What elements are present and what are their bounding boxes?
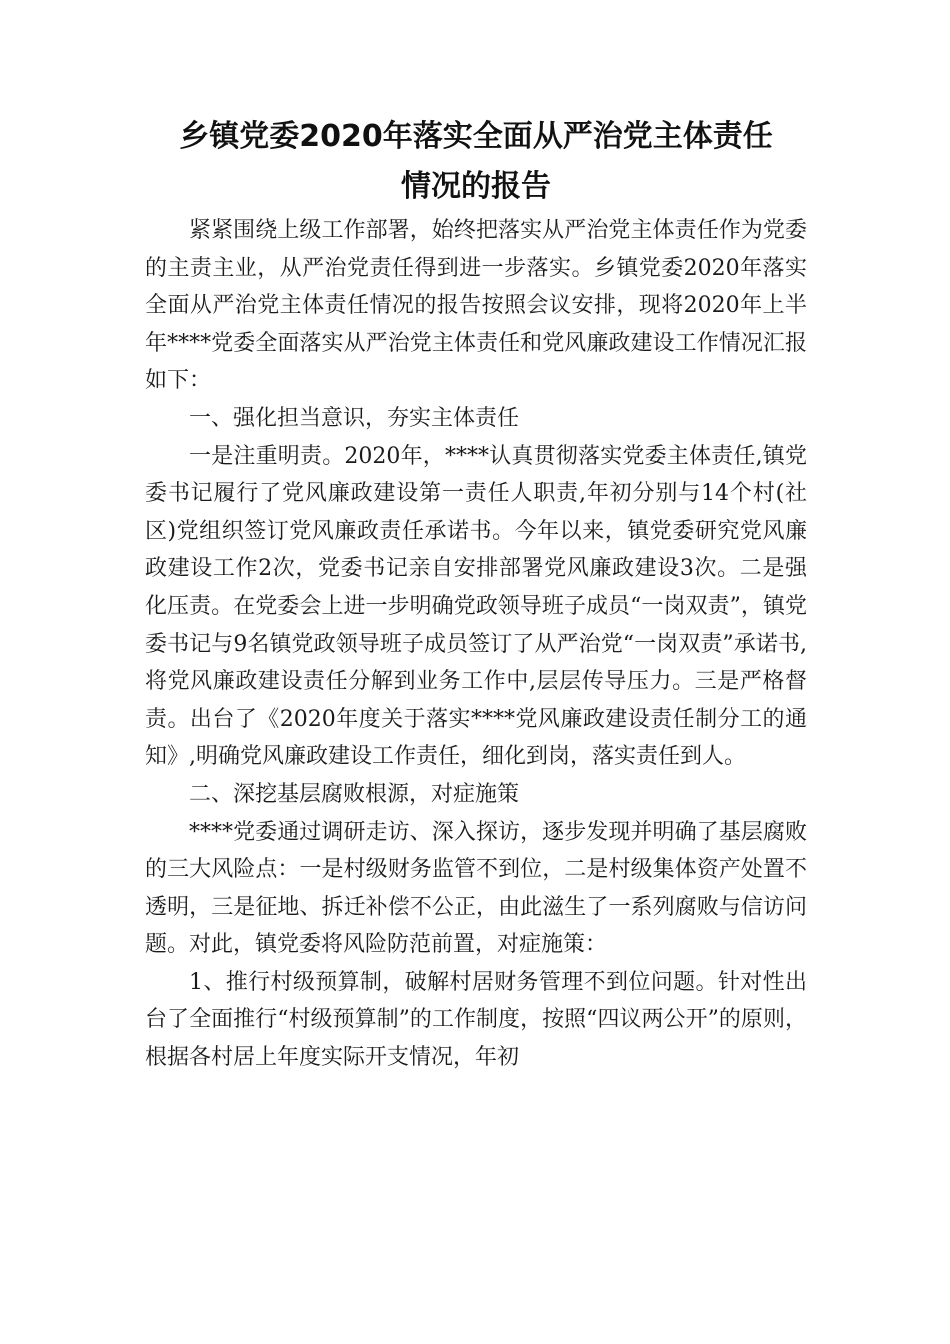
title-line-2: 情况的报告 xyxy=(401,169,551,204)
document-title xyxy=(145,112,807,212)
section-heading-2: 二、深挖基层腐败根源，对症施策 xyxy=(189,781,520,807)
title-line-1: 乡镇党委2020年落实全面从严治党主体责任 xyxy=(179,119,773,154)
section-2-paragraph: ****党委通过调研走访、深入探访，逐步发现并明确了基层腐败的三大风险点：一是村级财务监管不到位，二是村级集体资产处置不透明，三是征地、拆迁补偿不公正，由此滋生了一系列腐败与信访问题。对此，镇党委将风险防范前置，对症施策： xyxy=(145,819,807,958)
document-page xyxy=(145,112,807,1077)
intro-paragraph: 紧紧围绕上级工作部署，始终把落实从严治党主体责任作为党委的主责主业，从严治党责任得到进一步落实。乡镇党委2020年落实全面从严治党主体责任情况的报告按照会议安排，现将2020年上半年****党委全面落实从严治党主体责任和党风廉政建设工作情况汇报如下： xyxy=(145,218,807,394)
section-2-item-1: 1、推行村级预算制，破解村居财务管理不到位问题。针对性出台了全面推行“村级预算制”的工作制度，按照“四议两公开”的原则，根据各村居上年度实际开支情况，年初 xyxy=(145,969,807,1071)
section-heading-1: 一、强化担当意识，夯实主体责任 xyxy=(189,405,520,431)
section-1-paragraph: 一是注重明责。2020年，****认真贯彻落实党委主体责任,镇党委书记履行了党风廉政建设第一责任人职责,年初分别与14个村(社区)党组织签订党风廉政责任承诺书。今年以来，镇党委研究党风廉政建设工作2次，党委书记亲自安排部署党风廉政建设3次。二是强化压责。在党委会上进一步明确党政领导班子成员“一岗双责”，镇党委书记与9名镇党政领导班子成员签订了从严治党“一岗双责”承诺书,将党风廉政建设责任分解到业务工作中,层层传导压力。三是严格督责。出台了《2020年度关于落实****党风廉政建设责任制分工的通知》,明确党风廉政建设工作责任，细化到岗，落实责任到人。 xyxy=(145,443,807,770)
